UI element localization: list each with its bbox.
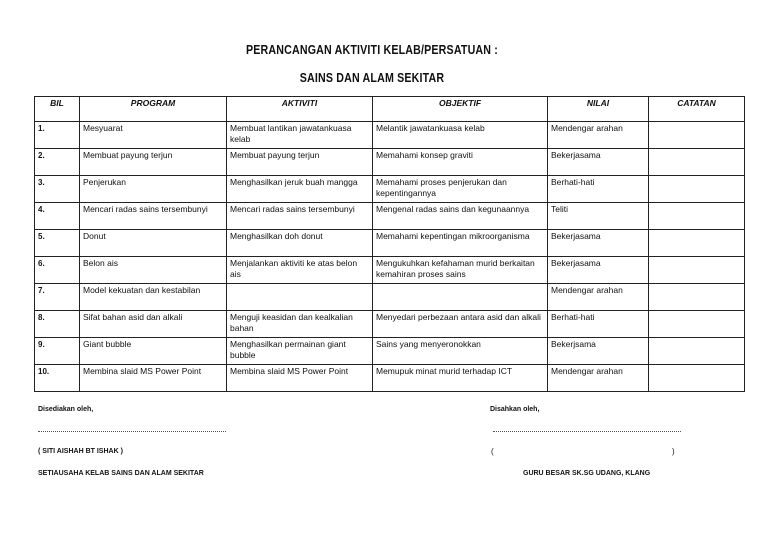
cell-nilai: Bekerjasama [548, 230, 649, 257]
cell-catatan [649, 203, 745, 230]
cell-objektif [373, 284, 548, 311]
cell-objektif: Memahami proses penjerukan dan kepentingannya [373, 176, 548, 203]
document-subtitle: SAINS DAN ALAM SEKITAR [299, 70, 445, 85]
cell-catatan [649, 311, 745, 338]
cell-bil: 5. [35, 230, 80, 257]
cell-nilai: Mendengar arahan [548, 365, 649, 392]
cell-catatan [649, 284, 745, 311]
cell-program: Model kekuatan dan kestabilan [80, 284, 227, 311]
cell-objektif: Memahami konsep graviti [373, 149, 548, 176]
cell-aktiviti: Menghasilkan doh donut [227, 230, 373, 257]
cell-bil: 7. [35, 284, 80, 311]
activity-table [34, 96, 745, 392]
header-aktiviti: AKTIVITI [227, 97, 373, 122]
cell-program: Belon ais [80, 257, 227, 284]
cell-nilai: Bekerjasama [548, 149, 649, 176]
cell-nilai: Mendengar arahan [548, 284, 649, 311]
table-row [35, 176, 745, 203]
cell-catatan [649, 338, 745, 365]
cell-objektif: Memupuk minat murid terhadap ICT [373, 365, 548, 392]
header-catatan: CATATAN [649, 97, 745, 122]
cell-bil: 9. [35, 338, 80, 365]
cell-program: Mesyuarat [80, 122, 227, 149]
prepared-by-name: ( SITI AISHAH BT ISHAK ) [38, 448, 123, 455]
table-row [35, 284, 745, 311]
table-row [35, 338, 745, 365]
cell-program: Membina slaid MS Power Point [80, 365, 227, 392]
cell-objektif: Memahami kepentingan mikroorganisma [373, 230, 548, 257]
cell-objektif: Sains yang menyeronokkan [373, 338, 548, 365]
cell-program: Donut [80, 230, 227, 257]
header-program: PROGRAM [80, 97, 227, 122]
table-row [35, 122, 745, 149]
table-row [35, 311, 745, 338]
cell-catatan [649, 122, 745, 149]
cell-bil: 8. [35, 311, 80, 338]
approved-name-open-paren: ( [491, 447, 494, 456]
table-row [35, 257, 745, 284]
cell-objektif: Menyedari perbezaan antara asid dan alkali [373, 311, 548, 338]
cell-program: Penjerukan [80, 176, 227, 203]
approved-signature-line [493, 431, 681, 432]
cell-catatan [649, 257, 745, 284]
cell-aktiviti: Membuat payung terjun [227, 149, 373, 176]
approved-by-label: Disahkan oleh, [490, 406, 540, 413]
approved-name-close-paren: ) [672, 447, 675, 456]
cell-catatan [649, 176, 745, 203]
cell-bil: 1. [35, 122, 80, 149]
prepared-by-role: SETIAUSAHA KELAB SAINS DAN ALAM SEKITAR [38, 470, 204, 477]
cell-aktiviti: Membina slaid MS Power Point [227, 365, 373, 392]
cell-catatan [649, 365, 745, 392]
cell-program: Giant bubble [80, 338, 227, 365]
approved-by-role: GURU BESAR SK.SG UDANG, KLANG [523, 470, 651, 477]
header-bil: BIL [35, 97, 80, 122]
cell-catatan [649, 149, 745, 176]
document-title: PERANCANGAN AKTIVITI KELAB/PERSATUAN : [245, 42, 498, 57]
cell-bil: 2. [35, 149, 80, 176]
header-objektif: OBJEKTIF [373, 97, 548, 122]
cell-bil: 10. [35, 365, 80, 392]
cell-aktiviti: Menghasilkan jeruk buah mangga [227, 176, 373, 203]
cell-objektif: Melantik jawatankuasa kelab [373, 122, 548, 149]
cell-program: Membuat payung terjun [80, 149, 227, 176]
cell-nilai: Bekerjsama [548, 338, 649, 365]
cell-nilai: Teliti [548, 203, 649, 230]
table-row [35, 230, 745, 257]
cell-bil: 4. [35, 203, 80, 230]
table-header-row [35, 97, 745, 122]
cell-nilai: Berhati-hati [548, 176, 649, 203]
cell-program: Mencari radas sains tersembunyi [80, 203, 227, 230]
table-row [35, 203, 745, 230]
cell-nilai: Bekerjasama [548, 257, 649, 284]
cell-aktiviti: Membuat lantikan jawatankuasa kelab [227, 122, 373, 149]
cell-aktiviti: Menjalankan aktiviti ke atas belon ais [227, 257, 373, 284]
cell-nilai: Berhati-hati [548, 311, 649, 338]
cell-aktiviti: Menguji keasidan dan kealkalian bahan [227, 311, 373, 338]
table-row [35, 365, 745, 392]
prepared-by-label: Disediakan oleh, [38, 406, 94, 413]
cell-bil: 6. [35, 257, 80, 284]
cell-aktiviti [227, 284, 373, 311]
cell-aktiviti: Menghasilkan permainan giant bubble [227, 338, 373, 365]
cell-objektif: Mengukuhkan kefahaman murid berkaitan kemahiran proses sains [373, 257, 548, 284]
cell-program: Sifat bahan asid dan alkali [80, 311, 227, 338]
cell-nilai: Mendengar arahan [548, 122, 649, 149]
cell-objektif: Mengenal radas sains dan kegunaannya [373, 203, 548, 230]
cell-aktiviti: Mencari radas sains tersembunyi [227, 203, 373, 230]
prepared-signature-line [38, 431, 226, 432]
table-row [35, 149, 745, 176]
cell-bil: 3. [35, 176, 80, 203]
cell-catatan [649, 230, 745, 257]
header-nilai: NILAI [548, 97, 649, 122]
